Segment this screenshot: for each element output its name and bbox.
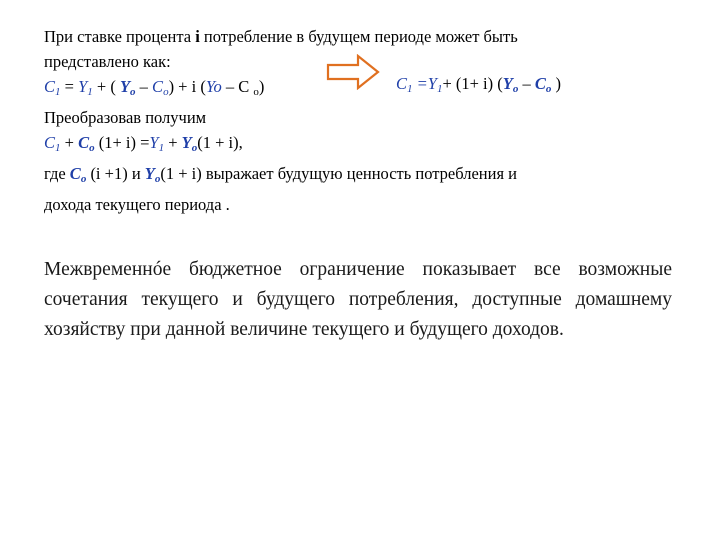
var-yo: Y bbox=[119, 77, 131, 96]
op: + ( bbox=[92, 77, 120, 96]
var-c: C bbox=[44, 133, 56, 152]
op: + bbox=[164, 133, 182, 152]
var-yo: Y bbox=[502, 74, 513, 93]
sub: o bbox=[545, 83, 552, 95]
op: ) + i ( bbox=[168, 77, 206, 96]
var-y: =Y bbox=[412, 74, 437, 93]
var-co: C bbox=[534, 74, 546, 93]
sub: 1 bbox=[55, 86, 61, 98]
text: (i +1) и bbox=[86, 164, 145, 183]
var-co: C bbox=[78, 133, 90, 152]
formula-3 bbox=[44, 130, 684, 161]
sub: 1 bbox=[407, 83, 413, 95]
sub: o bbox=[154, 173, 161, 185]
var-yo: Y bbox=[144, 164, 155, 183]
sub: o bbox=[130, 86, 136, 98]
op: – bbox=[135, 77, 153, 96]
intro-text: При ставке процента bbox=[44, 27, 196, 46]
op: ) bbox=[551, 74, 561, 93]
var-yo: Y bbox=[181, 133, 192, 152]
var-co: C bbox=[69, 164, 81, 183]
op: ) bbox=[258, 77, 265, 96]
var-c: C bbox=[44, 77, 56, 96]
intro-line-1 bbox=[44, 24, 684, 49]
sub: 1 bbox=[87, 86, 93, 98]
var-y: Y bbox=[149, 133, 159, 152]
right-arrow-icon bbox=[326, 54, 380, 90]
intro-text-rest: потребление в будущем периоде может быть bbox=[199, 27, 518, 46]
sub: o bbox=[191, 142, 198, 154]
op: (1+ i) = bbox=[94, 133, 150, 152]
var-c: C bbox=[396, 74, 408, 93]
op: – C bbox=[221, 77, 254, 96]
text: где bbox=[44, 164, 70, 183]
rate-symbol: i bbox=[195, 27, 200, 46]
var-co: C bbox=[152, 77, 164, 96]
intro-line-2: представлено как: bbox=[44, 52, 171, 71]
sub: o bbox=[163, 86, 169, 98]
sub: o bbox=[512, 83, 519, 95]
definition-paragraph: Межвременнóе бюджетное ограничение показывает все возможные сочетания текущего и будущего потребления, доступные домашнему хозяйству при данной величине текущего и будущего доходов. bbox=[44, 259, 672, 340]
op: + bbox=[60, 133, 79, 152]
sub: o bbox=[253, 86, 259, 98]
transform-line: Преобразовав получим bbox=[44, 108, 207, 127]
var-y: Y bbox=[78, 77, 88, 96]
sub: 1 bbox=[436, 83, 443, 95]
op: – bbox=[518, 74, 535, 93]
op: = bbox=[60, 77, 79, 96]
last-line: дохода текущего периода . bbox=[44, 195, 230, 214]
sub: 1 bbox=[55, 142, 61, 154]
formula-4 bbox=[44, 161, 684, 192]
sub: 1 bbox=[158, 142, 165, 154]
formula-text-block bbox=[44, 24, 684, 217]
formula-2 bbox=[396, 74, 561, 95]
var-yo2: Yo bbox=[205, 77, 222, 96]
sub: o bbox=[89, 142, 95, 154]
sub: o bbox=[80, 173, 87, 185]
op: (1 + i), bbox=[197, 133, 243, 152]
op: + (1+ i) ( bbox=[442, 74, 503, 93]
text: (1 + i) выражает будущую ценность потребления и bbox=[160, 164, 517, 183]
